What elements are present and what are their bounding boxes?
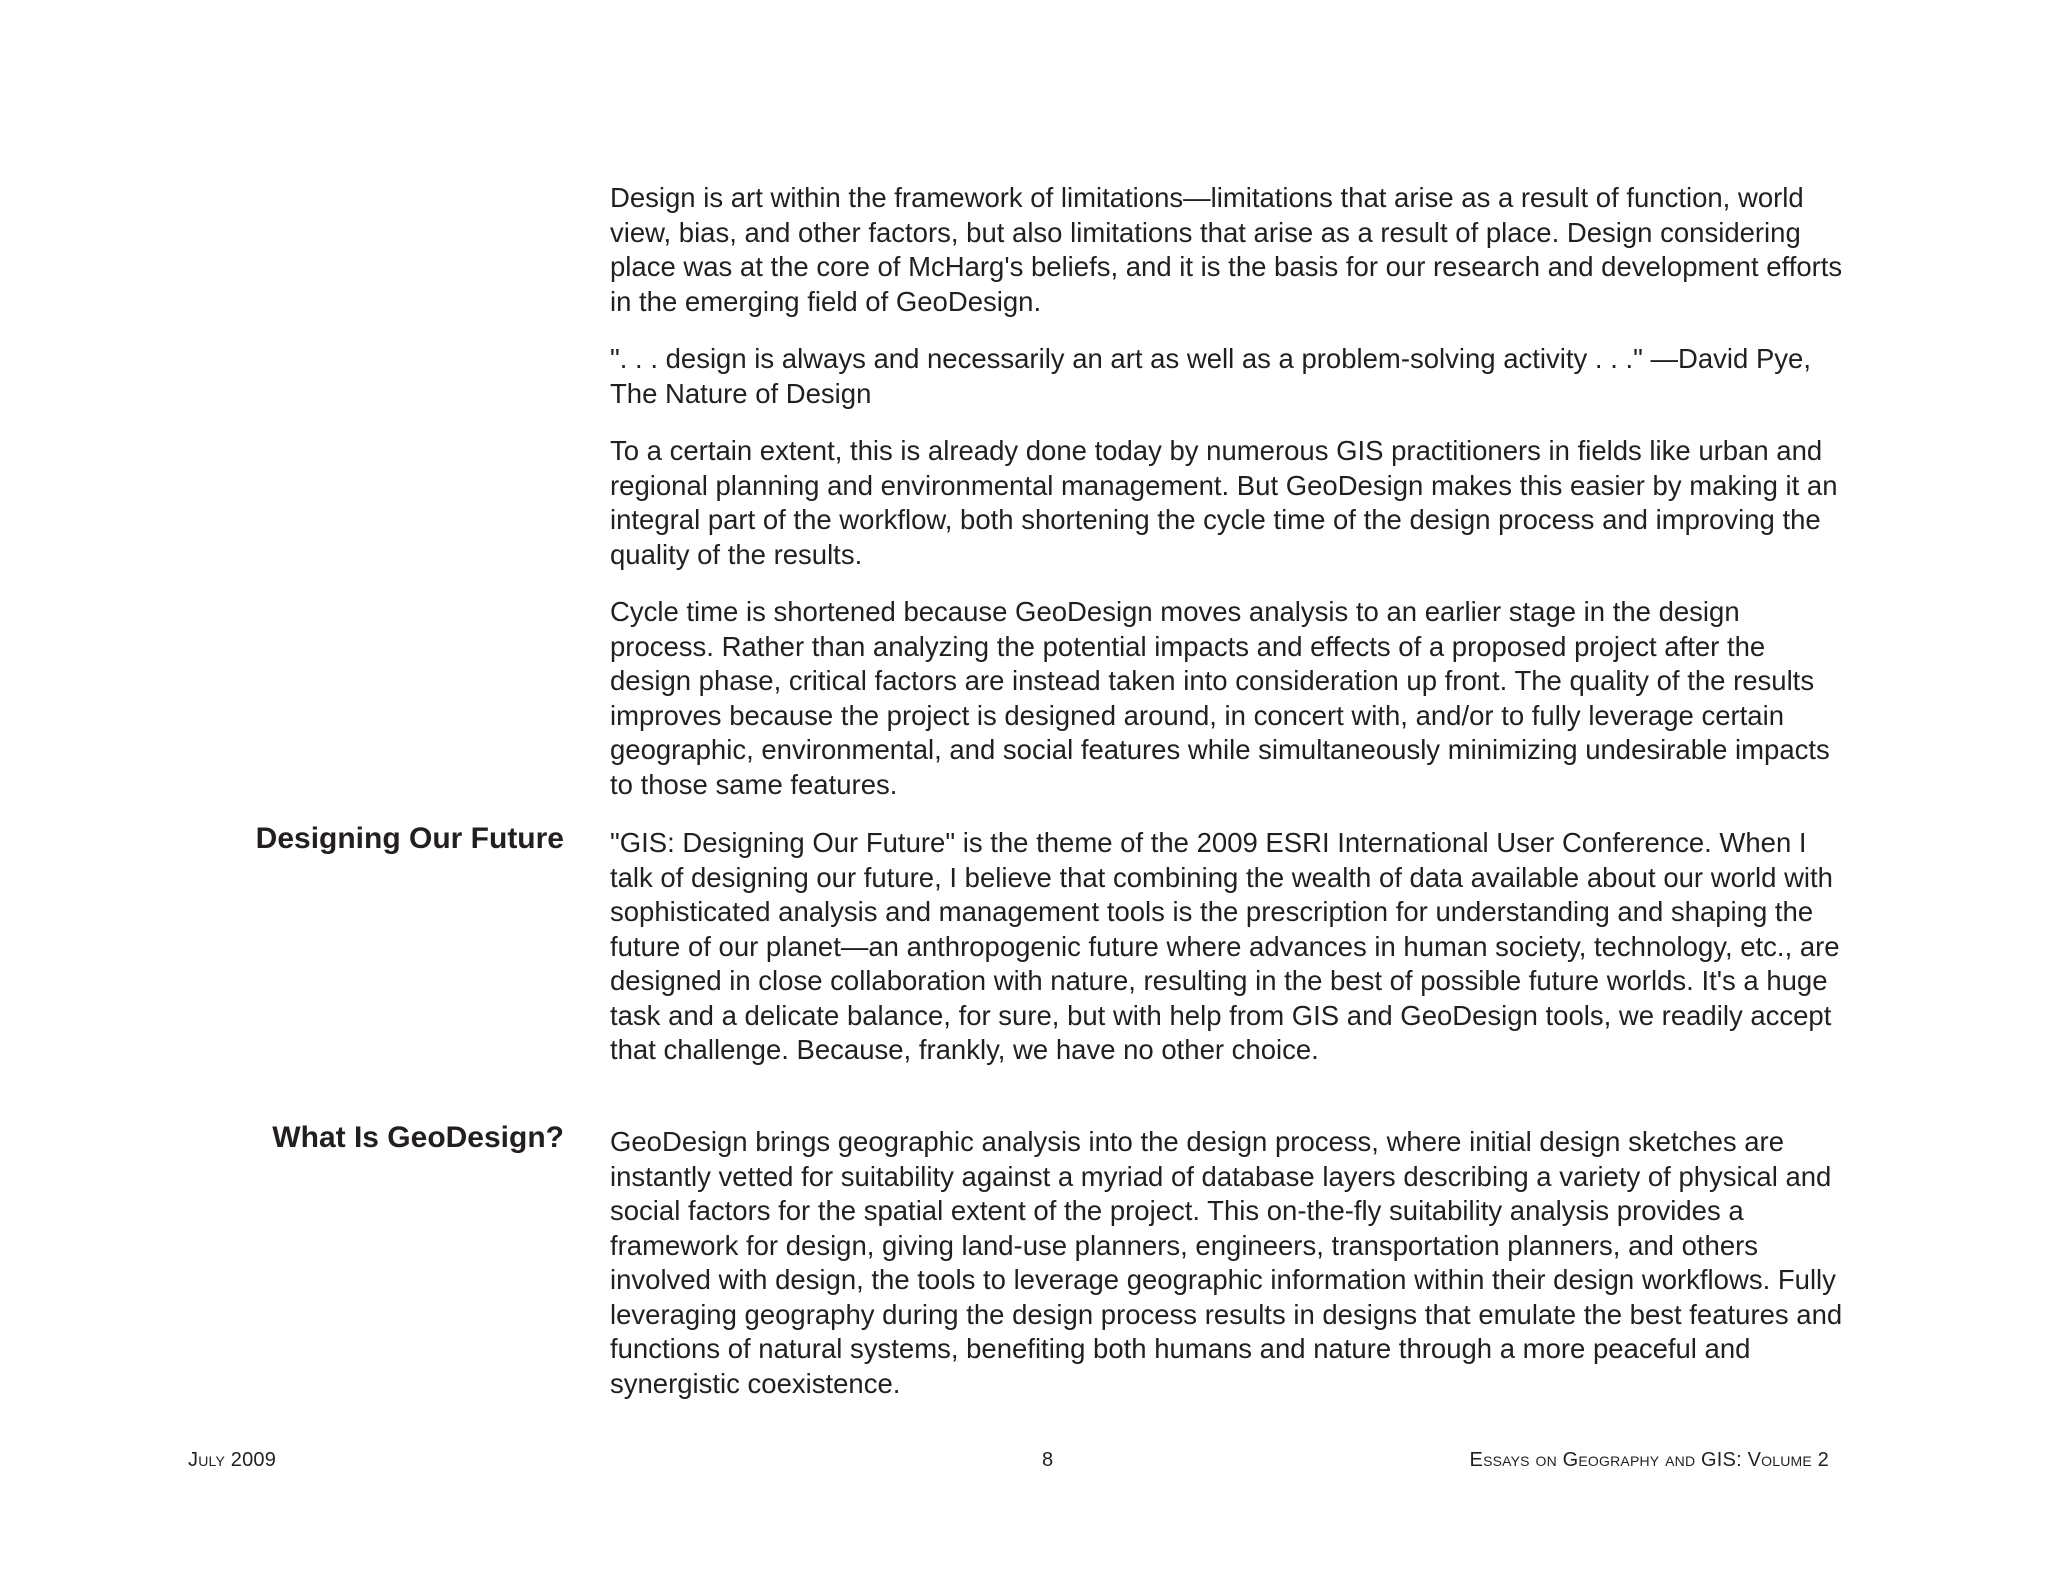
paragraph-design-is-art: Design is art within the framework of limitations—limitations that arise as a result of function, world view, bias, and other factors, but also limitations that arise as a result of place. Design considering place was at the core of McHarg's beliefs, and it is the basis for our research and development efforts in the emerging field of GeoDesign.	[610, 182, 1843, 317]
paragraph-cycle-time: Cycle time is shortened because GeoDesign moves analysis to an earlier stage in the design process. Rather than analyzing the potential impacts and effects of a proposed project after the design phase, critical factors are instead taken into consideration up front. The quality of the results improves because the project is designed around, in concert with, and/or to fully leverage certain geographic, environmental, and social features while simultaneously minimizing undesirable impacts to those same features.	[610, 596, 1830, 800]
footer-page-number: 8	[1042, 1449, 1054, 1471]
paragraph-pye-quote: ". . . design is always and necessarily an art as well as a problem-solving activity . . ." —David Pye, The Nature of Design	[610, 343, 1811, 409]
paragraph-certain-extent: To a certain extent, this is already done today by numerous GIS practitioners in fields like urban and regional planning and environmental management. But GeoDesign makes this easier by making it an integral part of the workflow, both shortening the cycle time of the design process and improving the quality of the results.	[610, 435, 1838, 570]
paragraph-what-is-geodesign: GeoDesign brings geographic analysis into the design process, where initial design sketches are instantly vetted for suitability against a myriad of database layers describing a variety of physical and social factors for the spatial extent of the project. This on-the-fly suitability analysis provides a framework for design, giving land-use planners, engineers, transportation planners, and others involved with design, the tools to leverage geographic information within their design workflows. Fully leveraging geography during the design process results in designs that emulate the best features and functions of natural systems, benefiting both humans and nature through a more peaceful and synergistic coexistence.	[610, 1126, 1843, 1399]
footer-date: July 2009	[188, 1449, 277, 1471]
paragraph-designing-our-future: "GIS: Designing Our Future" is the theme of the 2009 ESRI International User Conference. When I talk of designing our future, I believe that combining the wealth of data available about our world with sophisticated analysis and management tools is the prescription for understanding and shaping the future of our planet—an anthropogenic future where advances in human society, technology, etc., are designed in close collaboration with nature, resulting in the best of possible future worlds. It's a huge task and a delicate balance, for sure, but with help from GIS and GeoDesign tools, we readily accept that challenge. Because, frankly, we have no other choice.	[610, 827, 1840, 1065]
section-heading-what-is-geodesign: What Is GeoDesign?	[272, 1121, 564, 1154]
footer-series-title: Essays on Geography and GIS: Volume 2	[1469, 1449, 1829, 1471]
section-heading-designing-our-future: Designing Our Future	[255, 822, 564, 855]
